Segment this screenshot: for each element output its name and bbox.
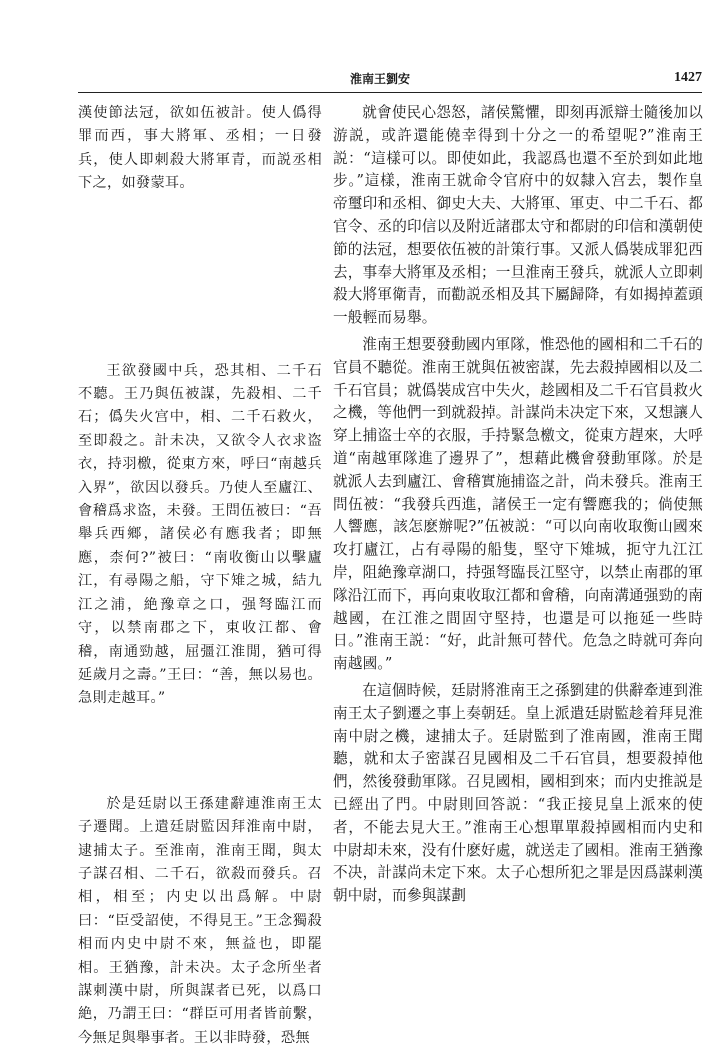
translation-text-column <box>333 102 703 908</box>
header-title: 淮南王劉安 <box>350 72 411 86</box>
running-header <box>78 70 702 92</box>
classical-paragraph-3: 於是廷尉以王孫建辭連淮南王太子遷聞。上遣廷尉監因拜淮南中尉，逮捕太子。至淮南，淮南王聞，與太子謀召相、二千石，欲殺而發兵。召相，相至；内史以出爲解。中尉曰：“臣受詔使，不得見王。”王念獨殺相而内史中尉不來，無益也，即罷相。王猶豫，計未决。太子念所坐者謀刺漢中尉，所與謀者已死，以爲口絶，乃謂王曰：“群臣可用者皆前繫，今無足與舉事者。王以非時發，恐無 <box>78 795 322 1046</box>
translation-paragraph-3: 在這個時候，廷尉將淮南王之孫劉建的供辭牽連到淮南王太子劉遷之事上奏朝廷。皇上派遣廷尉監趁着拜見淮南中尉之機，逮捕太子。廷尉監到了淮南國，淮南王聞聽，就和太子密謀召見國相及二千石官員，想要殺掉他們，然後發動軍隊。召見國相，國相到來；而内史推説是已經出了門。中尉則回答説：“我正接見皇上派來的使者，不能去見大王。”淮南王心想單單殺掉國相而内史和中尉却未來，没有什麽好處，就送走了國相。淮南王猶豫不决，計謀尚未定下來。太子心想所犯之罪是因爲謀刺漢朝中尉，而參與謀劃 <box>333 681 703 905</box>
classical-paragraph-1: 漢使節法冠，欲如伍被計。使人僞得罪而西，事大將軍、丞相；一日發兵，使人即刺殺大將軍青，而説丞相下之，如發蒙耳。 <box>78 105 322 192</box>
translation-paragraph-2: 淮南王想要發動國内軍隊，惟恐他的國相和二千石的官員不聽從。淮南王就與伍被密謀，先去殺掉國相以及二千石官員；就僞裝成宫中失火，趁國相及二千石官員救火之機，等他們一到就殺掉。計謀尚未决定下來，又想讓人穿上捕盗士卒的衣服，手持緊急檄文，從東方趕來，大呼道“南越軍隊進了邊界了”，想藉此機會發動軍隊。於是就派人去到廬江、會稽實施捕盗之計，尚未發兵。淮南王問伍被：“我發兵西進，諸侯王一定有響應我的；倘使無人響應，該怎麽辦呢?”伍被説：“可以向南收取衡山國來攻打廬江，占有尋陽的船隻，堅守下雉城，扼守九江江岸，阻絶豫章湖口，持强弩臨長江堅守，以禁止南郡的軍隊沿江而下，再向東收取江都和會稽，向南溝通强勁的南越國，在江淮之間固守堅持，也還是可以拖延一些時日。”淮南王説：“好，此計無可替代。危急之時就可奔向南越國。” <box>333 335 703 673</box>
translation-paragraph-1: 就會使民心怨怒，諸侯驚懼，即刻再派辯士隨後加以游説，或許還能僥幸得到十分之一的希望呢?”淮南王説：“這樣可以。即使如此，我認爲也還不至於到如此地步。”這樣，淮南王就命令官府中的奴隸入宫去，製作皇帝璽印和丞相、御史大夫、大將軍、軍吏、中二千石、都官令、丞的印信以及附近諸郡太守和都尉的印信和漢朝使節的法冠，想要依伍被的計策行事。又派人僞裝成罪犯西去，事奉大將軍及丞相；一旦淮南王發兵，就派人立即刺殺大將軍衛青，而勸説丞相及其下屬歸降，有如揭掉蓋頭一般輕而易舉。 <box>333 104 703 327</box>
classical-paragraph-2: 王欲發國中兵，恐其相、二千石不聽。王乃與伍被謀，先殺相、二千石；僞失火宫中，相、二千石救火，至即殺之。計未决，又欲令人衣求盗衣，持羽檄，從東方來，呼曰“南越兵入界”，欲因以發兵。乃使人至廬江、會稽爲求盗，未發。王問伍被曰：“吾舉兵西鄉，諸侯必有應我者；即無應，柰何?”被曰：“南收衡山以擊廬江，有尋陽之船，守下雉之城，結九江之浦，絶豫章之口，强弩臨江而守，以禁南郡之下，東收江都、會稽，南通勁越，屈彊江淮閒，猶可得延歲月之壽。”王曰：“善，無以易也。急則走越耳。” <box>78 362 322 707</box>
header-rule <box>78 92 702 93</box>
classical-text-column <box>78 102 322 1050</box>
page-number: 1427 <box>674 70 702 85</box>
